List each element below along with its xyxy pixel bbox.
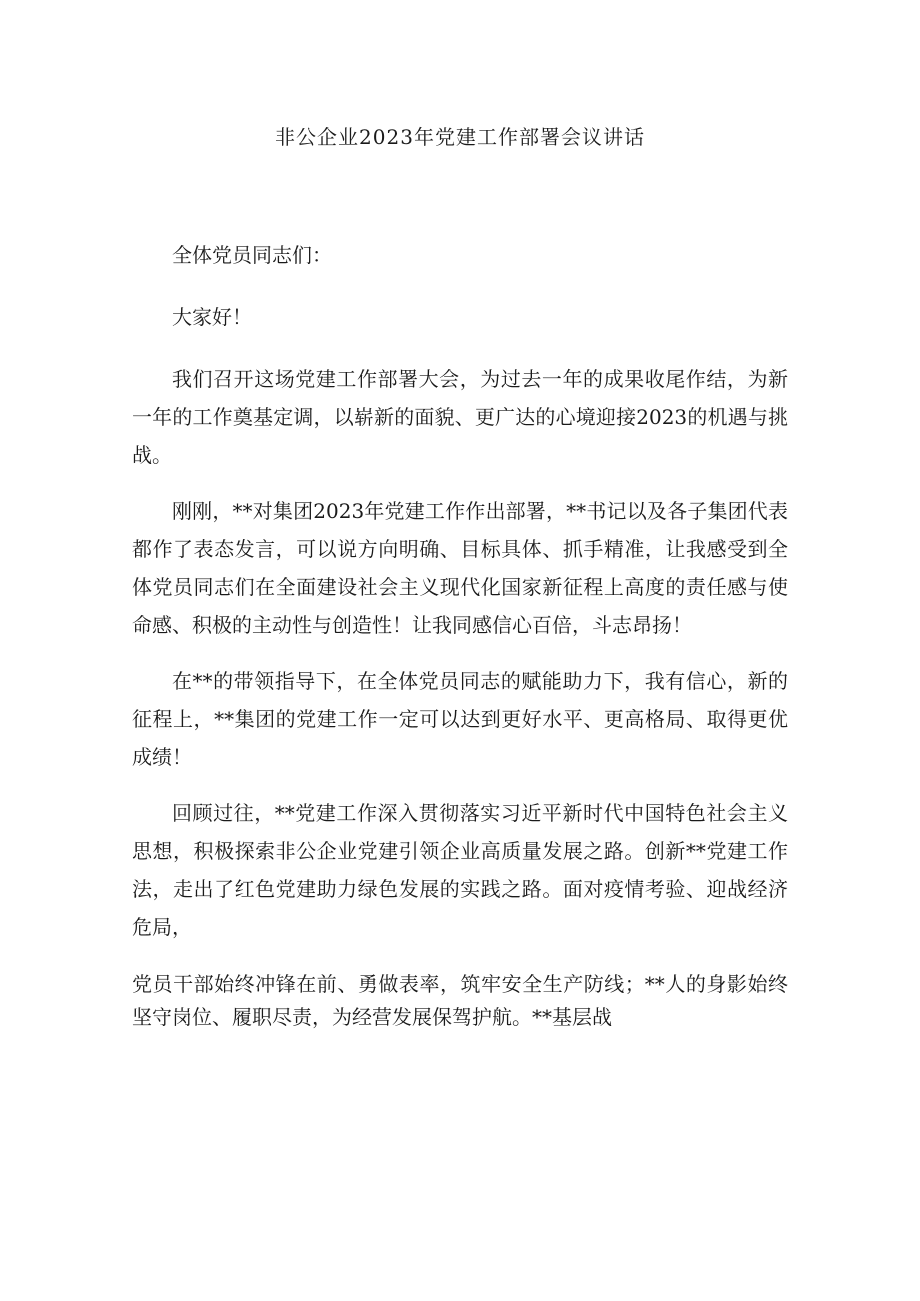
paragraph-deployment: 刚刚，**对集团2023年党建工作作出部署，**书记以及各子集团代表都作了表态发言，可以说方向明确、目标具体、抓手精准，让我感受到全体党员同志们在全面建设社会主义现代化国家新征程上高度的责任感与使命感、积极的主动性与创造性！让我同感信心百倍，斗志昂扬！ [132, 499, 788, 637]
paragraph-confidence: 在**的带领指导下，在全体党员同志的赋能助力下，我有信心，新的征程上，**集团的党建工作一定可以达到更好水平、更高格局、取得更优成绩！ [132, 669, 788, 769]
document-body [132, 236, 788, 1034]
document-title: 非公企业2023年党建工作部署会议讲话 [275, 125, 645, 149]
salutation: 全体党员同志们： [172, 243, 332, 267]
paragraph-continued: 党员干部始终冲锋在前、勇做表率，筑牢安全生产防线；**人的身影始终坚守岗位、履职尽责，为经营发展保驾护航。**基层战 [132, 972, 788, 1029]
greeting: 大家好！ [172, 305, 252, 329]
paragraph-opening: 我们召开这场党建工作部署大会，为过去一年的成果收尾作结，为新一年的工作奠基定调，以崭新的面貌、更广达的心境迎接2023的机遇与挑战。 [132, 367, 788, 467]
paragraph-review: 回顾过往，**党建工作深入贯彻落实习近平新时代中国特色社会主义思想，积极探索非公企业党建引领企业高质量发展之路。创新**党建工作法，走出了红色党建助力绿色发展的实践之路。面对疫情考验、迎战经济危局， [132, 801, 788, 939]
